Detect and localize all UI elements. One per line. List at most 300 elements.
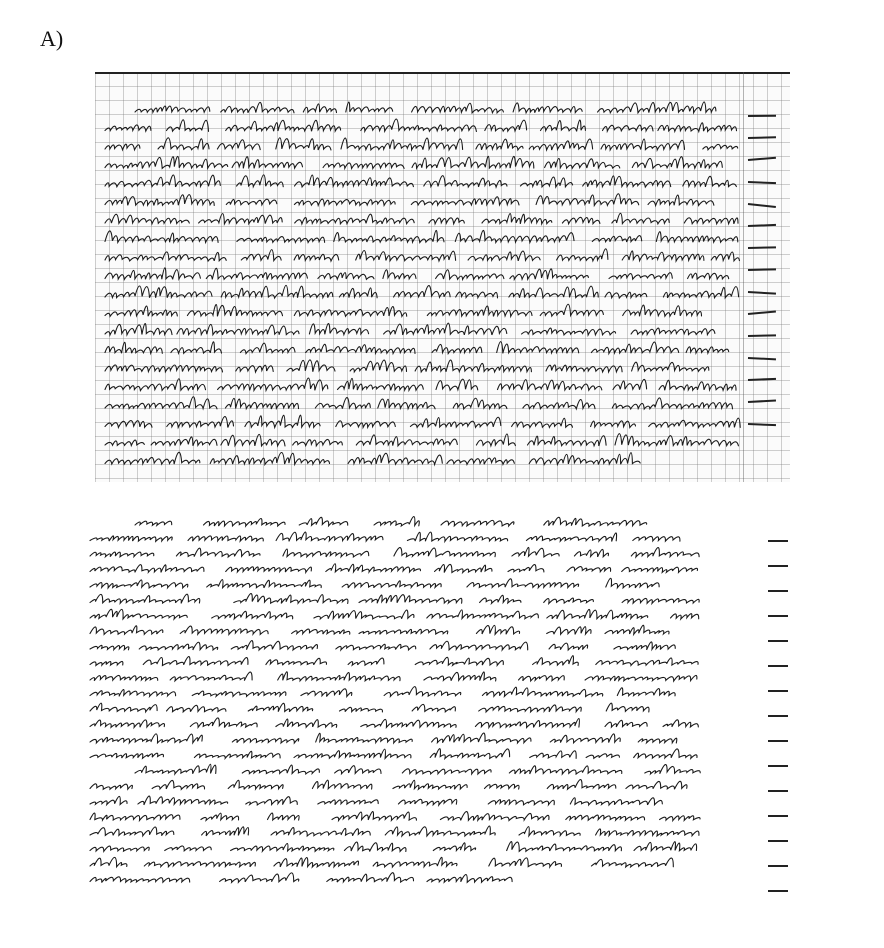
handwritten-word [480, 595, 521, 603]
handwritten-word [204, 518, 286, 526]
handwritten-word [165, 846, 212, 851]
handwritten-word [194, 751, 280, 758]
handwritten-word [356, 250, 456, 260]
handwritten-word [612, 398, 732, 409]
handwritten-word [384, 323, 507, 335]
handwritten-word [301, 689, 352, 697]
handwritten-word [411, 197, 519, 205]
handwritten-word [528, 436, 607, 446]
handwritten-word [218, 378, 328, 390]
handwritten-word [271, 828, 370, 836]
handwritten-word [432, 344, 482, 353]
handwritten-word [138, 796, 228, 805]
handwritten-word [105, 397, 217, 409]
handwritten-word [346, 102, 393, 112]
handwritten-word [453, 398, 507, 409]
handwritten-word [424, 672, 496, 681]
margin-dash [748, 115, 776, 117]
handwritten-word [348, 658, 384, 665]
handwritten-word [671, 614, 699, 619]
handwritten-word [476, 434, 515, 446]
handwritten-word [332, 812, 416, 821]
handwritten-word [432, 733, 531, 743]
handwritten-word [482, 687, 602, 696]
handwritten-word [105, 440, 144, 445]
handwritten-word [144, 862, 255, 867]
handwritten-word [105, 268, 200, 280]
margin-dash [768, 890, 788, 892]
margin-dash [768, 565, 788, 567]
handwritten-word [105, 195, 214, 206]
handwritten-word [468, 251, 540, 261]
handwritten-word [177, 324, 299, 334]
handwritten-word [90, 690, 176, 697]
handwritten-word [245, 415, 320, 427]
handwritten-word [217, 140, 260, 150]
handwritten-word [631, 548, 699, 557]
handwritten-word [232, 157, 302, 169]
handwritten-word [547, 780, 616, 790]
handwritten-word [711, 252, 739, 261]
handwritten-word [303, 104, 336, 113]
handwritten-word [90, 846, 149, 851]
handwritten-word [550, 734, 620, 743]
handwritten-word [90, 784, 132, 789]
handwritten-word [105, 306, 177, 316]
handwritten-word [231, 844, 334, 852]
handwritten-word [334, 230, 444, 242]
handwritten-word [105, 231, 218, 242]
handwritten-word [268, 813, 300, 820]
handwritten-word [429, 218, 464, 224]
handwritten-text-lines-plain [85, 505, 795, 905]
handwritten-word [105, 125, 151, 131]
handwritten-word [533, 656, 579, 666]
handwritten-word [660, 816, 700, 821]
handwritten-word [176, 548, 260, 557]
handwritten-word [105, 324, 172, 335]
handwritten-word [520, 177, 572, 187]
handwritten-word [683, 176, 737, 187]
handwritten-word [412, 156, 534, 168]
handwritten-word [509, 766, 622, 774]
handwritten-word [309, 324, 368, 335]
handwritten-word [192, 691, 286, 696]
handwritten-word [512, 418, 573, 427]
handwritten-word [648, 195, 714, 205]
handwritten-word [424, 176, 507, 187]
handwritten-word [605, 625, 669, 634]
handwritten-word [105, 452, 200, 464]
handwritten-word [659, 380, 736, 390]
handwritten-word [342, 581, 441, 588]
handwritten-word [237, 175, 284, 187]
handwritten-word [266, 658, 327, 665]
handwritten-word [348, 453, 442, 464]
handwritten-word [393, 780, 467, 789]
handwritten-word [547, 627, 591, 635]
handwritten-word [105, 175, 220, 187]
handwritten-word [350, 360, 406, 372]
handwritten-word [361, 119, 477, 131]
handwritten-word [586, 754, 619, 758]
handwritten-word [206, 268, 307, 279]
handwritten-word [299, 517, 348, 525]
handwritten-word [295, 175, 414, 187]
handwritten-word [513, 103, 582, 113]
handwritten-word [645, 765, 700, 774]
handwritten-word [623, 305, 702, 316]
handwritten-word [488, 800, 554, 805]
handwritten-word [433, 843, 475, 851]
handwritten-word [167, 705, 226, 712]
handwritten-word [314, 610, 414, 619]
handwritten-word [274, 858, 359, 867]
handwritten-word [90, 877, 190, 883]
handwritten-word [412, 704, 455, 711]
handwritten-word [476, 139, 523, 150]
handwritten-word [90, 536, 172, 541]
handwritten-word [622, 598, 699, 603]
handwritten-word [467, 579, 579, 588]
handwritten-word [447, 458, 514, 465]
handwritten-word [703, 144, 738, 149]
handwritten-word [294, 307, 406, 317]
handwritten-word [105, 365, 223, 372]
handwritten-word [570, 798, 662, 805]
handwritten-word [547, 609, 648, 618]
handwritten-word [663, 720, 698, 727]
handwritten-word [609, 273, 672, 279]
handwritten-word [221, 102, 294, 112]
handwritten-word [220, 873, 299, 882]
handwritten-word [622, 567, 698, 572]
handwritten-word [634, 749, 697, 758]
handwritten-word [276, 532, 383, 541]
handwritten-word [226, 199, 276, 205]
handwritten-word [601, 139, 685, 150]
handwritten-word [596, 829, 699, 836]
handwritten-word [540, 304, 603, 316]
handwritten-word [341, 138, 463, 150]
handwritten-word [151, 437, 217, 446]
handwritten-word [412, 103, 504, 113]
handwritten-word [339, 288, 377, 298]
handwritten-word [475, 719, 579, 728]
handwritten-word [225, 398, 298, 409]
margin-dash [768, 665, 788, 667]
handwritten-word [105, 379, 206, 391]
handwritten-word [617, 688, 675, 696]
handwritten-word [522, 328, 616, 335]
margin-dash [768, 690, 788, 692]
handwritten-word [90, 703, 157, 712]
handwritten-word [228, 780, 283, 789]
handwritten-word [529, 453, 640, 465]
handwritten-word [489, 858, 562, 867]
handwritten-word [530, 751, 576, 759]
handwritten-word [105, 252, 226, 261]
handwritten-word [436, 379, 478, 390]
handwritten-word [359, 629, 448, 634]
handwritten-word [427, 306, 532, 316]
handwritten-word [656, 232, 738, 243]
handwritten-word [509, 286, 598, 298]
handwritten-word [167, 417, 234, 428]
handwritten-word [340, 707, 383, 712]
handwritten-word [105, 421, 152, 428]
handwriting-sample-graph-paper [95, 72, 790, 482]
handwritten-word [684, 218, 738, 224]
handwritten-word [90, 565, 204, 573]
handwritten-word [361, 719, 456, 727]
handwritten-word [508, 565, 544, 572]
handwritten-word [90, 827, 174, 836]
handwritten-word [398, 799, 456, 805]
handwritten-word [187, 305, 282, 317]
handwritten-word [90, 661, 123, 665]
handwritten-word [562, 217, 600, 223]
handwritten-word [541, 120, 586, 131]
handwritten-word [210, 452, 329, 464]
handwritten-word [544, 517, 647, 526]
handwritten-word [344, 842, 406, 851]
handwritten-word [384, 687, 461, 697]
handwritten-word [207, 580, 322, 588]
handwritten-word [294, 749, 411, 758]
margin-dash [768, 615, 788, 617]
handwritten-word [231, 641, 317, 650]
handwritten-word [152, 780, 204, 789]
handwritten-word [440, 812, 549, 821]
handwritten-word [436, 270, 504, 280]
handwritten-word [649, 418, 741, 427]
handwritten-word [336, 421, 396, 428]
handwritten-word [456, 292, 498, 298]
handwritten-word [688, 273, 729, 279]
handwritten-word [190, 718, 257, 728]
handwritten-word [234, 594, 348, 604]
handwritten-word [374, 517, 419, 526]
margin-dash [768, 640, 788, 642]
handwritten-word [591, 342, 678, 353]
handwritten-word [605, 292, 647, 298]
handwritten-word [430, 749, 509, 759]
handwritten-word [221, 285, 333, 298]
handwritten-word [394, 548, 495, 557]
margin-dash [768, 590, 788, 592]
handwritten-word [536, 194, 639, 206]
handwritten-word [497, 342, 579, 354]
handwritten-word [566, 815, 645, 820]
margin-dash [768, 715, 788, 717]
handwritten-word [585, 675, 697, 681]
handwritten-word [306, 344, 415, 353]
handwritten-word [441, 520, 514, 526]
handwritten-word [383, 270, 416, 279]
handwritten-word [394, 286, 451, 298]
handwritten-word [686, 347, 729, 353]
handwritten-word [614, 642, 675, 650]
margin-dash [768, 840, 788, 842]
handwritten-word [545, 158, 620, 168]
handwritten-word [606, 578, 659, 588]
handwritten-word [294, 199, 395, 205]
handwritten-word [544, 598, 594, 603]
handwritten-word [510, 269, 589, 279]
handwritten-word [633, 536, 680, 541]
handwritten-word [526, 533, 616, 542]
handwritten-word [632, 362, 709, 371]
handwritten-word [276, 719, 337, 727]
handwritten-word [336, 644, 416, 650]
handwritten-word [512, 547, 559, 556]
handwritten-word [90, 675, 158, 680]
handwritten-word [632, 157, 722, 169]
handwritten-word [626, 781, 687, 789]
handwritten-word [606, 703, 649, 712]
handwritten-word [326, 564, 421, 572]
handwritten-word [603, 125, 654, 131]
handwritten-word [557, 249, 608, 261]
handwritten-word [90, 734, 202, 743]
handwritten-word [237, 237, 325, 243]
handwritten-word [485, 784, 520, 789]
handwritten-text-lines-graph [95, 72, 790, 482]
handwritten-word [567, 567, 611, 572]
handwritten-word [105, 214, 189, 223]
handwritten-word [316, 733, 413, 743]
handwritten-word [318, 800, 378, 805]
handwritten-word [232, 738, 298, 743]
handwritten-word [90, 626, 163, 635]
handwritten-word [338, 378, 424, 390]
handwritten-word [221, 434, 285, 446]
handwriting-sample-plain-paper [85, 505, 795, 905]
handwritten-word [180, 626, 268, 634]
handwritten-word [226, 120, 341, 131]
handwritten-word [385, 826, 495, 836]
handwritten-word [523, 400, 595, 409]
handwritten-word [546, 365, 622, 372]
handwritten-word [283, 549, 369, 557]
handwritten-word [90, 645, 129, 650]
margin-dash [768, 815, 788, 817]
handwritten-word [241, 250, 281, 261]
handwritten-word [455, 230, 574, 242]
handwritten-word [407, 532, 507, 541]
handwritten-word [378, 399, 435, 409]
handwritten-word [479, 705, 582, 712]
handwritten-word [90, 720, 164, 728]
handwritten-word [549, 643, 588, 650]
handwritten-word [202, 827, 249, 836]
handwritten-word [293, 439, 343, 445]
handwritten-word [415, 360, 531, 372]
handwritten-word [90, 552, 154, 557]
handwritten-word [292, 629, 350, 634]
handwritten-word [427, 875, 512, 883]
handwritten-word [638, 738, 677, 743]
handwritten-word [90, 609, 187, 619]
handwritten-word [430, 641, 528, 650]
handwritten-word [335, 766, 381, 774]
handwritten-word [574, 549, 608, 556]
handwritten-word [315, 398, 370, 409]
margin-dash [768, 765, 788, 767]
handwritten-word [242, 765, 319, 774]
handwritten-word [105, 144, 140, 150]
handwritten-word [139, 642, 218, 650]
handwritten-word [212, 611, 293, 619]
handwritten-word [143, 657, 248, 666]
handwritten-word [90, 813, 180, 820]
handwritten-word [663, 287, 738, 298]
handwritten-word [634, 842, 697, 851]
handwritten-word [658, 123, 737, 132]
handwritten-word [90, 594, 200, 603]
handwritten-word [276, 138, 331, 150]
handwritten-word [507, 842, 622, 852]
margin-dash [768, 790, 788, 792]
handwritten-word [295, 214, 415, 224]
handwritten-word [596, 658, 698, 665]
handwritten-word [105, 342, 162, 353]
handwritten-word [592, 236, 641, 242]
handwritten-word [598, 102, 716, 113]
handwritten-word [612, 213, 669, 224]
handwritten-word [485, 120, 527, 131]
figure-label: A) [40, 26, 64, 51]
handwritten-word [105, 156, 228, 168]
handwritten-word [90, 753, 163, 758]
handwritten-word [226, 567, 312, 572]
handwritten-word [170, 672, 252, 681]
handwritten-word [591, 421, 636, 428]
handwritten-word [476, 625, 519, 634]
handwritten-word [90, 796, 127, 804]
handwritten-word [622, 251, 704, 261]
handwritten-word [359, 595, 462, 604]
handwritten-word [482, 214, 552, 224]
handwritten-word [199, 214, 283, 224]
handwritten-word [188, 536, 263, 541]
handwritten-word [410, 417, 500, 427]
handwritten-word [135, 764, 216, 774]
handwritten-word [236, 365, 273, 372]
handwritten-word [591, 858, 673, 867]
handwritten-word [613, 379, 647, 389]
handwritten-word [435, 564, 492, 572]
handwritten-word [327, 873, 414, 882]
handwritten-word [373, 857, 457, 867]
handwritten-word [248, 703, 313, 711]
handwritten-word [615, 434, 738, 446]
handwritten-word [318, 273, 374, 280]
handwritten-word [135, 106, 210, 112]
handwritten-word [356, 435, 457, 446]
handwritten-word [312, 780, 371, 789]
handwritten-word [105, 286, 212, 298]
handwritten-word [427, 610, 539, 619]
handwritten-word [402, 769, 491, 774]
margin-dash [768, 540, 788, 542]
handwritten-word [158, 138, 209, 150]
handwritten-word [519, 827, 580, 836]
handwritten-word [519, 676, 565, 681]
handwritten-word [246, 797, 297, 805]
handwritten-word [631, 328, 715, 335]
